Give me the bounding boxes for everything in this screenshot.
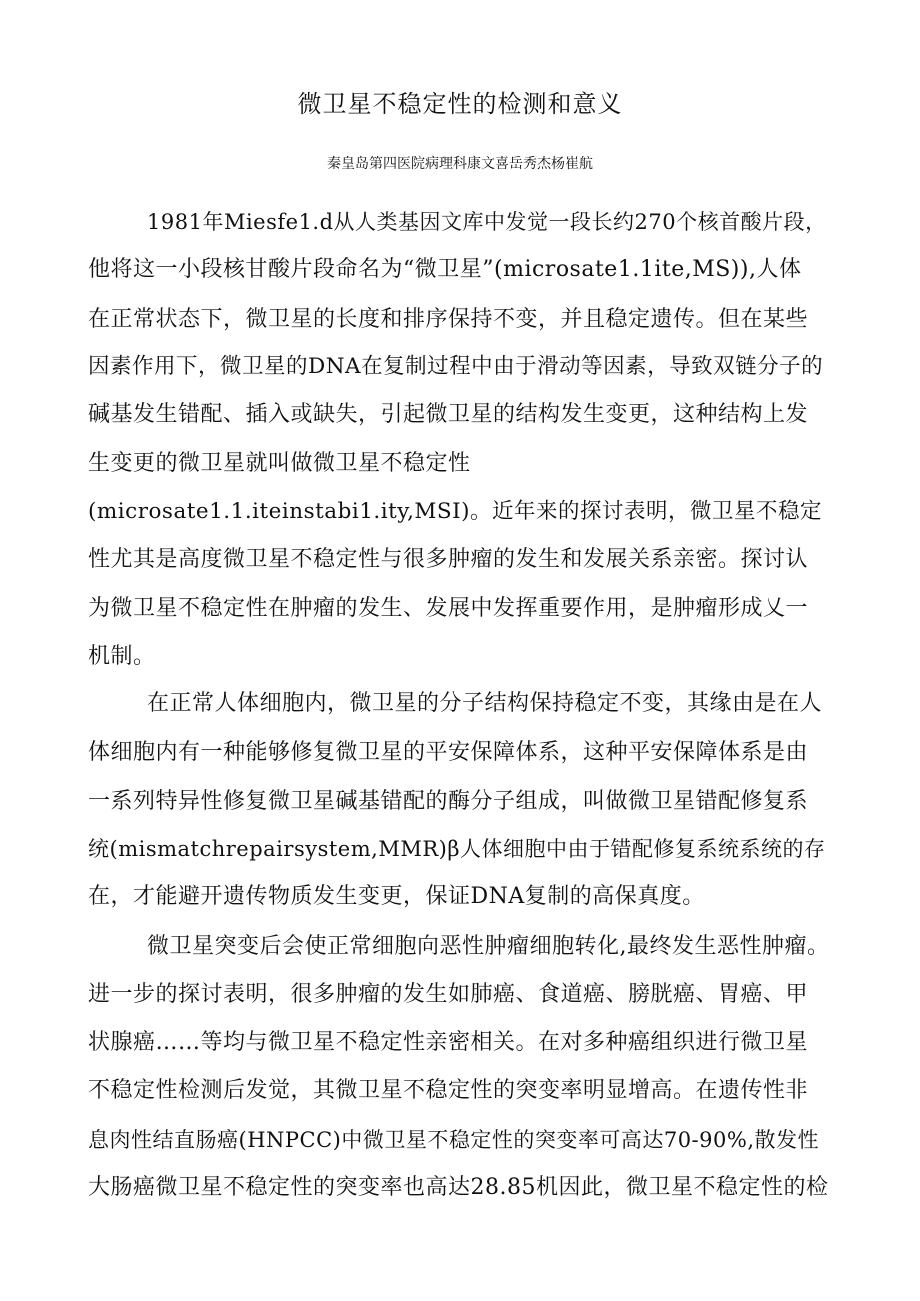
paragraph-line: 息肉性结直肠癌(HNPCC)中微卫星不稳定性的突变率可高达70-90%,散发性 [88,1128,820,1152]
paragraph-line: 统(mismatchrepairsystem,MMR)β人体细胞中由于错配修复系统系统的存 [88,837,826,861]
paragraph-line: 状腺癌……等均与微卫星不稳定性亲密相关。在对多种癌组织进行微卫星 [88,1030,809,1055]
paragraph-line: 1981年Miesfe1.d从人类基因文库中发觉一段长约270个核首酸片段， [147,210,827,234]
paragraph-line: 机制。 [88,644,156,669]
paragraph-line: 进一步的探讨表明，很多肿瘤的发生如肺癌、食道癌、膀胱癌、胃癌、甲 [88,982,809,1007]
paragraph-line: 因素作用下，微卫星的DNA在复制过程中由于滑动等因素，导致双链分子的 [88,354,824,379]
paragraph-line: 一系列特异性修复微卫星碱基错配的酶分子组成，叫做微卫星错配修复系 [88,789,809,814]
paragraph-line: 不稳定性检测后发觉，其微卫星不稳定性的突变率明显增高。在遗传性非 [88,1078,809,1103]
paragraph-line: 生变更的微卫星就叫做微卫星不稳定性 [88,451,471,476]
document-title: 微卫星不稳定性的检测和意义 [297,90,623,118]
paragraph-line: 体细胞内有一种能够修复微卫星的平安保障体系，这种平安保障体系是由 [88,740,809,765]
paragraph-line: 在正常状态下，微卫星的长度和排序保持不变，并且稳定遗传。但在某些 [88,307,809,332]
paragraph-line: 大肠癌微卫星不稳定性的突变率也高达28.85机因此，微卫星不稳定性的检 [88,1175,829,1200]
paragraph-line: 他将这一小段核甘酸片段命名为“微卫星”(microsate1.1ite,MS)),人体 [88,257,802,282]
paragraph-line: (microsate1.1.iteinstabi1.ity,MSI)。近年来的探讨表明，微卫星不稳定 [88,499,823,524]
paragraph-line: 在，才能避开遗传物质发生变更，保证DNA复制的高保真度。 [88,884,705,909]
paragraph-line: 性尤其是高度微卫星不稳定性与很多肿瘤的发生和发展关系亲密。探讨认 [88,547,809,572]
paragraph-line: 微卫星突变后会使正常细胞向恶性肿瘤细胞转化,最终发生恶性肿瘤。 [147,934,830,959]
paragraph-line: 碱基发生错配、插入或缺失，引起微卫星的结构发生变更，这种结构上发 [88,402,809,427]
paragraph-line: 为微卫星不稳定性在肿瘤的发生、发展中发挥重要作用，是肿瘤形成乂一 [88,596,809,621]
paragraph-line: 在正常人体细胞内，微卫星的分子结构保持稳定不变，其缘由是在人 [147,691,823,716]
document-authors: 秦皇岛第四医院病理科康文喜岳秀杰杨崔航 [327,156,593,172]
